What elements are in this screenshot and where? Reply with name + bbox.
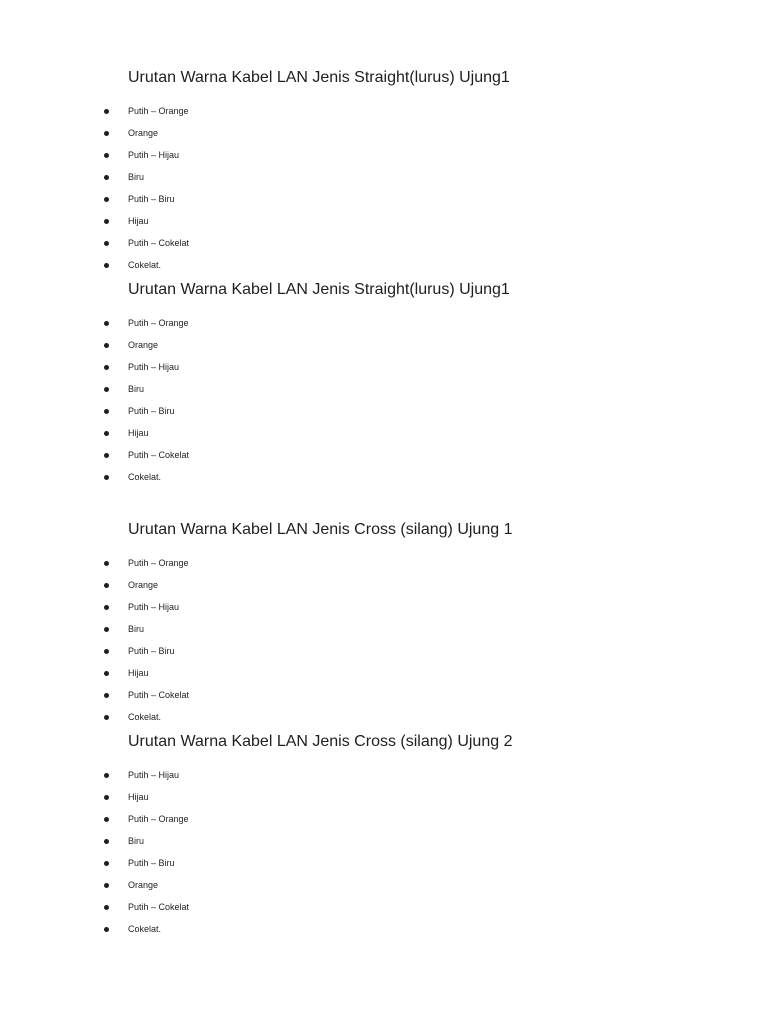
- color-order-list: [0, 315, 400, 491]
- list-item: [0, 599, 400, 621]
- list-item-label: Biru: [128, 384, 145, 394]
- list-item: [0, 833, 400, 855]
- bullet-icon: [104, 109, 109, 114]
- list-item-label: Putih – Orange: [128, 318, 189, 328]
- bullet-icon: [104, 263, 109, 268]
- list-item: [0, 577, 400, 599]
- list-item: [0, 447, 400, 469]
- bullet-icon: [104, 197, 109, 202]
- list-item-label: Putih – Hijau: [128, 602, 180, 612]
- bullet-icon: [104, 861, 109, 866]
- bullet-icon: [104, 883, 109, 888]
- list-item-label: Biru: [128, 172, 145, 182]
- list-item: [0, 643, 400, 665]
- bullet-icon: [104, 365, 109, 370]
- list-item-label: Putih – Cokelat: [128, 450, 190, 460]
- list-item: [0, 899, 400, 921]
- bullet-icon: [104, 715, 109, 720]
- list-item-label: Orange: [128, 880, 159, 890]
- list-item: [0, 621, 400, 643]
- bullet-icon: [104, 817, 109, 822]
- bullet-icon: [104, 175, 109, 180]
- bullet-icon: [104, 431, 109, 436]
- list-item: [0, 921, 400, 943]
- list-item: [0, 469, 400, 491]
- list-item: [0, 191, 400, 213]
- bullet-icon: [104, 131, 109, 136]
- bullet-icon: [104, 241, 109, 246]
- list-item-label: Putih – Cokelat: [128, 690, 190, 700]
- list-item-label: Putih – Orange: [128, 814, 189, 824]
- list-item: [0, 555, 400, 577]
- list-item: [0, 103, 400, 125]
- list-item: [0, 337, 400, 359]
- list-item-label: Orange: [128, 340, 159, 350]
- bullet-icon: [104, 409, 109, 414]
- list-item-label: Putih – Biru: [128, 858, 175, 868]
- bullet-icon: [104, 561, 109, 566]
- color-order-list: [0, 555, 400, 731]
- list-item: [0, 213, 400, 235]
- section-heading: Urutan Warna Kabel LAN Jenis Cross (silang) Ujung 2: [128, 733, 513, 750]
- list-item: [0, 257, 400, 279]
- list-item-label: Putih – Hijau: [128, 770, 180, 780]
- list-item-label: Hijau: [128, 792, 149, 802]
- list-item-label: Putih – Hijau: [128, 362, 180, 372]
- list-item: [0, 315, 400, 337]
- list-item-label: Putih – Orange: [128, 106, 189, 116]
- bullet-icon: [104, 927, 109, 932]
- bullet-icon: [104, 343, 109, 348]
- list-item-label: Hijau: [128, 668, 149, 678]
- list-item-label: Putih – Biru: [128, 194, 175, 204]
- list-item-label: Cokelat.: [128, 712, 162, 722]
- list-item-label: Putih – Orange: [128, 558, 189, 568]
- list-item: [0, 125, 400, 147]
- list-item: [0, 767, 400, 789]
- bullet-icon: [104, 627, 109, 632]
- list-item-label: Putih – Biru: [128, 646, 175, 656]
- section-heading: Urutan Warna Kabel LAN Jenis Straight(lurus) Ujung1: [128, 69, 510, 86]
- list-item: [0, 665, 400, 687]
- bullet-icon: [104, 321, 109, 326]
- bullet-icon: [104, 453, 109, 458]
- bullet-icon: [104, 475, 109, 480]
- list-item-label: Putih – Cokelat: [128, 238, 190, 248]
- bullet-icon: [104, 387, 109, 392]
- list-item-label: Cokelat.: [128, 924, 162, 934]
- section-heading: Urutan Warna Kabel LAN Jenis Cross (silang) Ujung 1: [128, 521, 513, 538]
- list-item: [0, 687, 400, 709]
- color-order-list: [0, 767, 400, 943]
- list-item-label: Putih – Biru: [128, 406, 175, 416]
- list-item-label: Orange: [128, 580, 159, 590]
- list-item-label: Cokelat.: [128, 260, 162, 270]
- bullet-icon: [104, 671, 109, 676]
- bullet-icon: [104, 693, 109, 698]
- bullet-icon: [104, 583, 109, 588]
- list-item-label: Cokelat.: [128, 472, 162, 482]
- section-heading: Urutan Warna Kabel LAN Jenis Straight(lurus) Ujung1: [128, 281, 510, 298]
- bullet-icon: [104, 773, 109, 778]
- list-item-label: Putih – Cokelat: [128, 902, 190, 912]
- list-item-label: Biru: [128, 836, 145, 846]
- list-item-label: Hijau: [128, 216, 149, 226]
- list-item: [0, 381, 400, 403]
- list-item: [0, 709, 400, 731]
- list-item: [0, 811, 400, 833]
- bullet-icon: [104, 605, 109, 610]
- list-item: [0, 877, 400, 899]
- list-item: [0, 403, 400, 425]
- list-item: [0, 147, 400, 169]
- list-item-label: Biru: [128, 624, 145, 634]
- list-item-label: Putih – Hijau: [128, 150, 180, 160]
- bullet-icon: [104, 153, 109, 158]
- list-item: [0, 855, 400, 877]
- list-item: [0, 359, 400, 381]
- bullet-icon: [104, 839, 109, 844]
- bullet-icon: [104, 905, 109, 910]
- list-item: [0, 789, 400, 811]
- color-order-list: [0, 103, 400, 279]
- list-item-label: Orange: [128, 128, 159, 138]
- bullet-icon: [104, 219, 109, 224]
- bullet-icon: [104, 649, 109, 654]
- list-item: [0, 169, 400, 191]
- list-item: [0, 235, 400, 257]
- bullet-icon: [104, 795, 109, 800]
- list-item-label: Hijau: [128, 428, 149, 438]
- list-item: [0, 425, 400, 447]
